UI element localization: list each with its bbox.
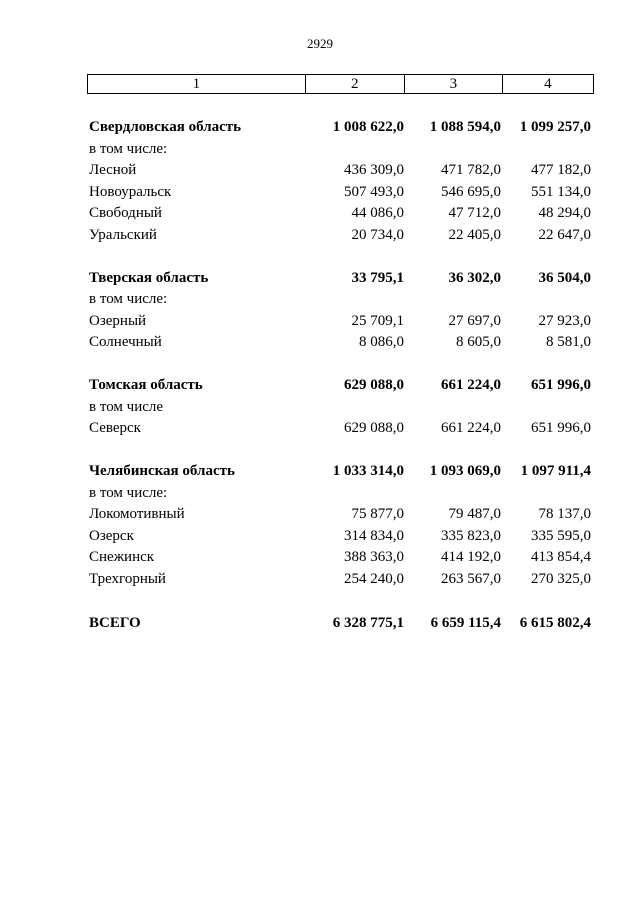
- row-label: Озерный: [89, 312, 147, 329]
- value-col-4: 335 595,0: [531, 527, 591, 544]
- value-col-2: 20 734,0: [351, 226, 404, 243]
- row-label: Свердловская область: [89, 119, 242, 135]
- city-row: [87, 547, 594, 569]
- value-col-3: 471 782,0: [441, 162, 501, 178]
- value-col-2: 6 328 775,1: [332, 614, 404, 631]
- row-label: в том числе: [89, 398, 164, 415]
- row-label: ВСЕГО: [89, 614, 141, 631]
- row-label: Озерск: [89, 527, 134, 544]
- value-col-2: 33 795,1: [351, 269, 404, 286]
- value-col-4: 36 504,0: [538, 269, 591, 286]
- value-col-2: 254 240,0: [344, 570, 404, 587]
- value-col-3: 1 093 069,0: [429, 463, 501, 479]
- data-table-body: [87, 117, 594, 634]
- value-col-4: 651 996,0: [531, 377, 591, 393]
- city-row: [87, 225, 594, 247]
- value-col-3: 27 697,0: [448, 312, 501, 329]
- value-col-2: 314 834,0: [344, 527, 404, 544]
- row-label: Новоуральск: [89, 183, 172, 200]
- spacer-row: [87, 354, 594, 376]
- row-label: в том числе:: [89, 291, 168, 307]
- value-col-2: 44 086,0: [351, 205, 404, 221]
- row-label: Челябинская область: [89, 463, 235, 479]
- value-col-4: 48 294,0: [538, 205, 591, 221]
- region-row: [87, 375, 594, 397]
- value-col-3: 414 192,0: [441, 549, 501, 565]
- subheading-row: [87, 397, 594, 419]
- page-number: 2929: [307, 36, 333, 51]
- value-col-3: 335 823,0: [441, 527, 501, 544]
- value-col-4: 78 137,0: [538, 506, 591, 522]
- value-col-2: 507 493,0: [344, 183, 404, 200]
- city-row: [87, 504, 594, 526]
- value-col-4: 8 581,0: [546, 334, 591, 350]
- value-col-4: 477 182,0: [531, 162, 591, 178]
- value-col-4: 22 647,0: [538, 226, 591, 243]
- value-col-4: 651 996,0: [531, 420, 591, 436]
- city-row: [87, 526, 594, 548]
- spacer-row: [87, 590, 594, 612]
- value-col-3: 47 712,0: [448, 205, 501, 221]
- row-label: Снежинск: [89, 549, 155, 565]
- value-col-2: 25 709,1: [351, 312, 404, 329]
- city-row: [87, 332, 594, 354]
- row-label: Локомотивный: [89, 506, 185, 522]
- value-col-4: 551 134,0: [531, 183, 591, 200]
- region-row: [87, 117, 594, 139]
- row-label: Солнечный: [89, 334, 162, 350]
- value-col-4: 270 325,0: [531, 570, 591, 587]
- row-label: в том числе:: [89, 484, 168, 501]
- column-header-1: 1: [88, 75, 306, 94]
- value-col-3: 263 567,0: [441, 570, 501, 587]
- value-col-2: 388 363,0: [344, 549, 404, 565]
- column-header-table: [87, 74, 594, 94]
- value-col-2: 8 086,0: [359, 334, 404, 350]
- subheading-row: [87, 483, 594, 505]
- value-col-3: 8 605,0: [456, 334, 501, 350]
- value-col-4: 1 099 257,0: [519, 119, 591, 135]
- value-col-3: 1 088 594,0: [429, 119, 501, 135]
- city-row: [87, 182, 594, 204]
- subheading-row: [87, 139, 594, 161]
- row-label: в том числе:: [89, 140, 168, 157]
- value-col-3: 22 405,0: [448, 226, 501, 243]
- column-header-4: 4: [502, 75, 593, 94]
- column-header-2: 2: [305, 75, 404, 94]
- city-row: [87, 203, 594, 225]
- column-header-3: 3: [404, 75, 502, 94]
- value-col-3: 661 224,0: [441, 377, 501, 393]
- city-row: [87, 569, 594, 591]
- value-col-4: 413 854,4: [531, 549, 591, 565]
- value-col-3: 546 695,0: [441, 183, 501, 200]
- value-col-2: 436 309,0: [344, 162, 404, 178]
- value-col-2: 629 088,0: [344, 420, 404, 436]
- row-label: Тверская область: [89, 269, 209, 286]
- value-col-2: 629 088,0: [344, 377, 404, 393]
- city-row: [87, 311, 594, 333]
- value-col-2: 1 008 622,0: [332, 119, 404, 135]
- value-col-3: 661 224,0: [441, 420, 501, 436]
- row-label: Свободный: [89, 205, 162, 221]
- city-row: [87, 418, 594, 440]
- region-row: [87, 461, 594, 483]
- row-label: Томская область: [89, 377, 203, 393]
- value-col-3: 6 659 115,4: [430, 614, 501, 631]
- value-col-3: 36 302,0: [448, 269, 501, 286]
- region-row: [87, 268, 594, 290]
- row-label: Северск: [89, 420, 141, 436]
- value-col-4: 27 923,0: [538, 312, 591, 329]
- city-row: [87, 160, 594, 182]
- row-label: Лесной: [89, 162, 137, 178]
- value-col-3: 79 487,0: [448, 506, 501, 522]
- spacer-row: [87, 440, 594, 462]
- row-label: Трехгорный: [89, 570, 166, 587]
- spacer-row: [87, 246, 594, 268]
- value-col-2: 75 877,0: [351, 506, 404, 522]
- subheading-row: [87, 289, 594, 311]
- value-col-4: 1 097 911,4: [520, 463, 591, 479]
- row-label: Уральский: [89, 226, 157, 243]
- value-col-2: 1 033 314,0: [332, 463, 404, 479]
- value-col-4: 6 615 802,4: [519, 614, 591, 631]
- total-row: [87, 613, 594, 635]
